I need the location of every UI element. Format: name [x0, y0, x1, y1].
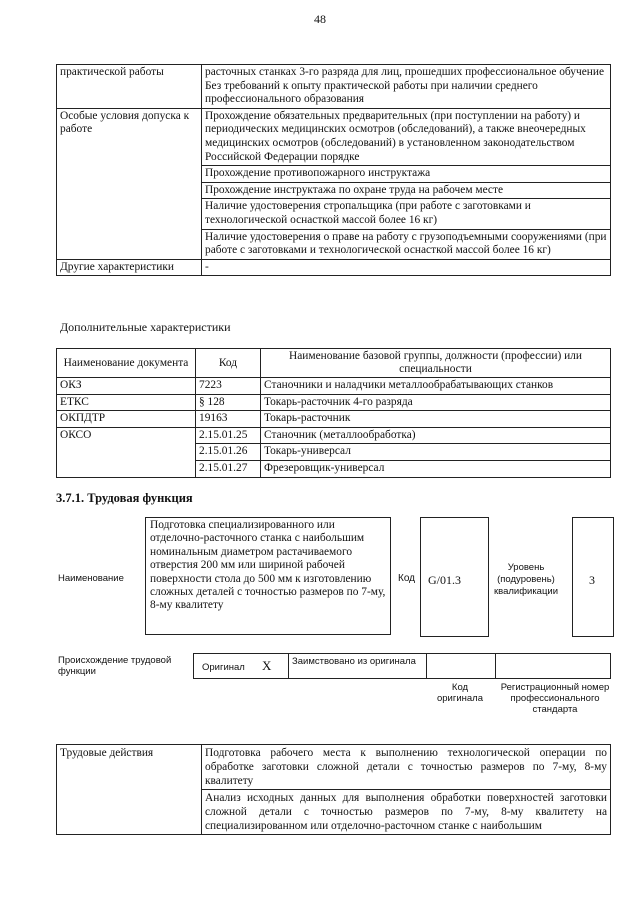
additional-table	[56, 348, 611, 478]
section-title: 3.7.1. Трудовая функция	[56, 491, 193, 505]
origin-label: Происхождение трудовой функции	[58, 655, 172, 677]
row-value: Анализ исходных данных для выполнения обработки поверхностей заготовки сложной детали с точностью размеров по 7-му, 8-му квалитету на специализированном или отделочно-расточном станке с наибольшим	[202, 790, 611, 835]
row-value: Прохождение противопожарного инструктажа	[202, 166, 611, 183]
table-row	[57, 411, 611, 428]
row-value: Подготовка рабочего места к выполнению технологической операции по обработке заготовки сложной детали с точностью размеров по 7-му, 8-му квалитету	[202, 745, 611, 790]
row-key: Другие характеристики	[57, 259, 202, 276]
cell-code: 2.15.01.25	[196, 427, 261, 444]
row-value: -	[202, 259, 611, 276]
additional-title: Дополнительные характеристики	[60, 320, 231, 334]
function-name-label: Наименование	[58, 573, 124, 584]
original-cell	[193, 653, 289, 679]
value-text: расточных станках 3-го разряда для лиц, прошедших профессиональное обучение	[205, 66, 605, 78]
cell-name: Токарь-универсал	[261, 444, 611, 461]
col-header: Наименование базовой группы, должности (профессии) или специальности	[261, 349, 611, 378]
origin-code-cell	[426, 653, 496, 679]
row-value: Наличие удостоверения о праве на работу с грузоподъемными сооружениями (при работе с заготовками и технологической оснасткой массой более 16 кг)	[202, 229, 611, 259]
cell-name: Фрезеровщик-универсал	[261, 460, 611, 477]
original-label: Оригинал	[202, 662, 245, 673]
level-label: Уровень (подуровень) квалификации	[493, 562, 559, 597]
row-value	[202, 65, 611, 109]
row-key: практической работы	[57, 65, 202, 109]
original-mark: X	[262, 658, 272, 673]
row-key: Трудовые действия	[57, 745, 202, 835]
row-value: Прохождение обязательных предварительных (при поступлении на работу) и периодических медицинских осмотров (обследований), а также внеочередных медицинских осмотров (обследований) в установленном законодательством Российской Федерации порядке	[202, 108, 611, 165]
origin-row	[193, 653, 611, 679]
cell-doc: ЕТКС	[57, 394, 196, 411]
cell-name: Станочник (металлообработка)	[261, 427, 611, 444]
col-header: Код	[196, 349, 261, 378]
cell-code: 19163	[196, 411, 261, 428]
col-header: Наименование документа	[57, 349, 196, 378]
cell-code: 2.15.01.27	[196, 460, 261, 477]
cell-name: Токарь-расточник	[261, 411, 611, 428]
cell-code: 2.15.01.26	[196, 444, 261, 461]
code-label: Код	[398, 573, 416, 584]
page-number: 48	[314, 12, 326, 26]
borrowed-label: Заимствовано из оригинала	[292, 656, 416, 667]
code-value: G/01.3	[428, 573, 461, 587]
origin-reg-cell	[495, 653, 611, 679]
cell-code: § 128	[196, 394, 261, 411]
cell-doc: ОКПДТР	[57, 411, 196, 428]
function-name-text: Подготовка специализированного или отделочно-расточного станка с наибольшим номинальным диаметром растачиваемого отверстия 200 мм или шириной рабочей поверхности стола до 500 мм к изготовлению сложных деталей с точностью размеров по 7-му, 8-му квалитету	[150, 519, 386, 612]
table-row	[57, 394, 611, 411]
cell-name: Станочники и наладчики металлообрабатывающих станков	[261, 378, 611, 395]
cell-code: 7223	[196, 378, 261, 395]
row-value: Прохождение инструктажа по охране труда на рабочем месте	[202, 182, 611, 199]
table-row	[57, 378, 611, 395]
table-row	[57, 427, 611, 444]
origin-reg-caption: Регистрационный номер профессионального стандарта	[500, 682, 610, 715]
function-name-box	[145, 517, 391, 635]
cell-doc: ОКСО	[57, 427, 196, 477]
cell-name: Токарь-расточник 4-го разряда	[261, 394, 611, 411]
labour-actions-table	[56, 744, 611, 835]
level-value: 3	[589, 573, 595, 587]
borrowed-cell	[288, 653, 427, 679]
cell-doc: ОКЗ	[57, 378, 196, 395]
row-key: Особые условия допуска к работе	[57, 108, 202, 259]
requirements-table	[56, 64, 611, 276]
value-text: Без требований к опыту практической работы при наличии среднего профессионального образования	[205, 79, 538, 106]
origin-code-caption: Код оригинала	[436, 682, 483, 704]
row-value: Наличие удостоверения стропальщика (при работе с заготовками и технологической оснасткой массой более 16 кг)	[202, 199, 611, 229]
